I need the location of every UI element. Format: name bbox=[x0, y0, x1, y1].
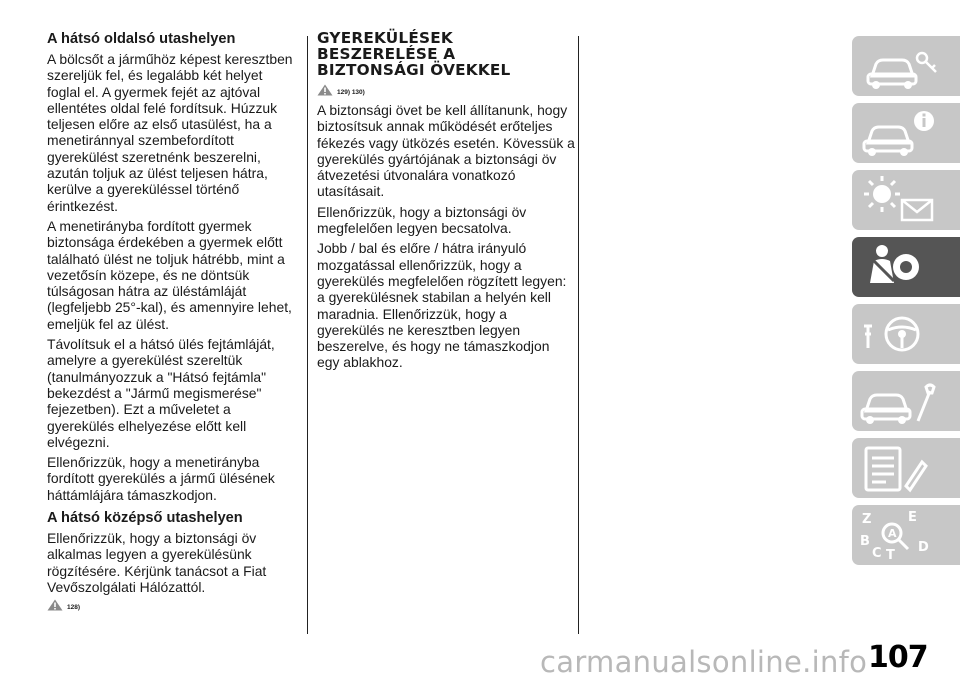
paragraph: Jobb / bal és előre / hátra irányuló mozgatással ellenőrizzük, hogy a gyerekülés megfelelően rögzített legyen: a gyerekülésnek stabilan a helyén kell maradnia. Ellenőrizzük, hogy a gyerekülés ne keresztben legyen beszerelve, és hogy ne támaszkodjon egy ablakhoz. bbox=[317, 240, 567, 371]
section-heading-rear-center: A hátsó középső utashelyen bbox=[47, 510, 243, 527]
column-divider bbox=[307, 36, 308, 634]
warning-ref-text: 129) 130) bbox=[337, 89, 365, 96]
tab-maintenance[interactable] bbox=[852, 371, 960, 431]
warning-reference bbox=[47, 599, 297, 611]
svg-text:Z: Z bbox=[862, 512, 872, 527]
paragraph: Ellenőrizzük, hogy a biztonsági öv megfelelően legyen becsatolva. bbox=[317, 203, 527, 237]
alphabetical-index-icon bbox=[852, 505, 960, 565]
watermark: carmanualsonline.info bbox=[540, 645, 868, 679]
car-wrench-icon bbox=[852, 371, 960, 431]
steering-wheel-icon bbox=[852, 304, 960, 364]
paragraph: A bölcsőt a járműhöz képest keresztben szereljük fel, és legalább két helyet foglal el. A gyermek fejét az ajtóval ellentétes oldal felé fordítsuk. Húzzuk teljesen előre az első utasülést, ha a menetiránnyal szembefordított gyerekülést szeretnénk beszerelni, azután toljuk az ülést teljesen hátra, kerülve a gyereküléssel történő érintkezést. bbox=[47, 51, 293, 214]
warning-triangle-icon bbox=[47, 599, 63, 611]
svg-text:E: E bbox=[908, 510, 917, 525]
page-number: 107 bbox=[868, 640, 928, 675]
paragraph: A biztonsági övet be kell állítanunk, hogy biztosítsuk annak működését erőteljes fékezés vagy ütközés esetén. Kövessük a gyerekülés gyártójának a biztonsági öv átvezetési útvonalára vonatkozó utasításait. bbox=[317, 102, 575, 200]
technical-data-icon bbox=[852, 438, 960, 498]
car-info-icon bbox=[852, 103, 960, 163]
tab-car-info[interactable] bbox=[852, 103, 960, 163]
right-column bbox=[317, 30, 575, 375]
warning-reference bbox=[317, 84, 575, 96]
warning-triangle-icon bbox=[317, 84, 333, 96]
tab-warning-lights[interactable] bbox=[852, 170, 960, 230]
tab-car-key[interactable] bbox=[852, 36, 960, 96]
warning-light-message-icon bbox=[852, 170, 960, 230]
paragraph: Ellenőrizzük, hogy a menetirányba fordított gyerekülés a jármű ülésének háttámlájára támaszkodjon. bbox=[47, 454, 275, 503]
tab-starting-driving[interactable] bbox=[852, 304, 960, 364]
svg-text:C: C bbox=[872, 546, 882, 561]
seatbelt-airbag-icon bbox=[852, 237, 960, 297]
section-heading-rear-side: A hátsó oldalsó utashelyen bbox=[47, 31, 236, 47]
svg-text:T: T bbox=[886, 548, 895, 563]
left-column bbox=[47, 30, 297, 617]
tab-technical-data[interactable] bbox=[852, 438, 960, 498]
svg-text:B: B bbox=[860, 534, 870, 549]
tab-safety[interactable] bbox=[852, 237, 960, 297]
car-key-icon bbox=[852, 36, 960, 96]
paragraph: Távolítsuk el a hátsó ülés fejtámláját, amelyre a gyerekülést szereltük (tanulmányozzuk a "Hátsó fejtámla" bekezdést a "Jármű megismerése" fejezetben). Ezt a műveletet a gyerekülés elhelyezése előtt kell elvégezni. bbox=[47, 336, 275, 450]
paragraph: Ellenőrizzük, hogy a biztonsági öv alkalmas legyen a gyerekülésünk rögzítésére. Kérjünk tanácsot a Fiat Vevőszolgálati Hálózattól. bbox=[47, 530, 267, 595]
paragraph: A menetirányba fordított gyermek biztonsága érdekében a gyermek előtt található ülést ne toljuk hátrébb, mint a vezetősín közepe, és ne döntsük túlságosan hátra az üléstámláját (legfeljebb 25°-kal), és amennyire lehet, emeljük fel az ülést. bbox=[47, 217, 292, 332]
tab-index[interactable] bbox=[852, 505, 960, 565]
chapter-tabs bbox=[852, 36, 960, 572]
svg-text:A: A bbox=[888, 527, 897, 540]
svg-text:D: D bbox=[918, 540, 929, 555]
warning-ref-text: 128) bbox=[67, 604, 81, 612]
column-divider bbox=[578, 36, 579, 634]
section-title: GYEREKÜLÉSEK BESZERELÉSE A BIZTONSÁGI ÖVEKKEL bbox=[317, 29, 511, 79]
